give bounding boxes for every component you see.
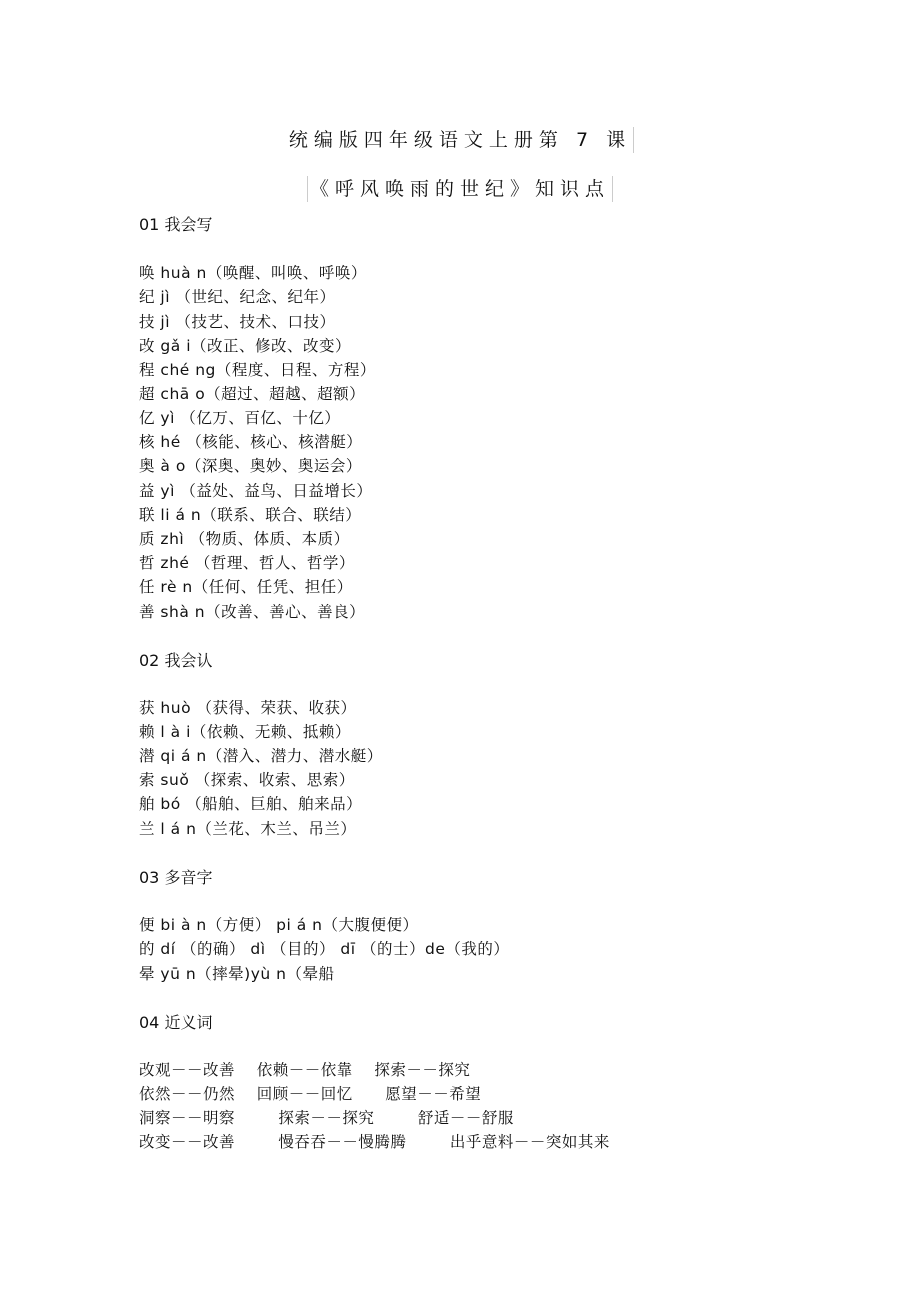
list-item: 技 jì （技艺、技术、口技） (139, 313, 336, 331)
list-item: 洞察－－明察 探索－－探究 舒适－－舒服 (139, 1109, 514, 1127)
document-title (0, 125, 920, 152)
list-item: 改 gǎ i（改正、修改、改变） (139, 337, 351, 355)
title-text: 统编版四年级语文上册第 7 课 (286, 127, 634, 153)
section-heading-recognize: 02 我会认 (139, 651, 213, 670)
list-item: 兰 l á n（兰花、木兰、吊兰） (139, 820, 357, 838)
list-item: 唤 huà n（唤醒、叫唤、呼唤） (139, 264, 367, 282)
list-item: 任 rè n（任何、任凭、担任） (139, 578, 353, 596)
list-item: 哲 zhé （哲理、哲人、哲学） (139, 554, 355, 572)
list-item: 依然－－仍然 回顾－－回忆 愿望－－希望 (139, 1085, 482, 1103)
list-item: 善 shà n（改善、善心、善良） (139, 603, 366, 621)
section-heading-polyphone: 03 多音字 (139, 868, 213, 887)
list-item: 核 hé （核能、核心、核潜艇） (139, 433, 363, 451)
list-item: 改变－－改善 慢吞吞－－慢腾腾 出乎意料－－突如其来 (139, 1133, 610, 1151)
list-item: 程 ché ng（程度、日程、方程） (139, 361, 376, 379)
list-item: 赖 l à i（依赖、无赖、抵赖） (139, 723, 351, 741)
list-item: 索 suǒ （探索、收索、思索） (139, 771, 355, 789)
list-item: 益 yì （益处、益鸟、日益增长） (139, 482, 373, 500)
subtitle-text: 《呼风唤雨的世纪》知识点 (307, 176, 613, 202)
list-item: 纪 jì （世纪、纪念、纪年） (139, 288, 336, 306)
list-item: 的 dí （的确） dì （目的） dī （的士）de（我的） (139, 940, 510, 958)
section-heading-write: 01 我会写 (139, 215, 213, 234)
list-item: 联 li á n（联系、联合、联结） (139, 506, 362, 524)
list-item: 潜 qi á n（潜入、潜力、潜水艇） (139, 747, 383, 765)
list-item: 改观－－改善 依赖－－依靠 探索－－探究 (139, 1061, 471, 1079)
list-item: 奥 à o（深奥、奥妙、奥运会） (139, 457, 362, 475)
list-item: 亿 yì （亿万、百亿、十亿） (139, 409, 341, 427)
list-item: 超 chā o（超过、超越、超额） (139, 385, 366, 403)
list-item: 质 zhì （物质、体质、本质） (139, 530, 350, 548)
list-item: 晕 yū n（摔晕)yù n（晕船 (139, 965, 335, 983)
section-heading-synonyms: 04 近义词 (139, 1013, 213, 1032)
document-subtitle (0, 174, 920, 201)
list-item: 便 bi à n（方便） pi á n（大腹便便） (139, 916, 419, 934)
list-item: 获 huò （获得、荣获、收获） (139, 699, 357, 717)
list-item: 舶 bó （船舶、巨舶、舶来品） (139, 795, 363, 813)
